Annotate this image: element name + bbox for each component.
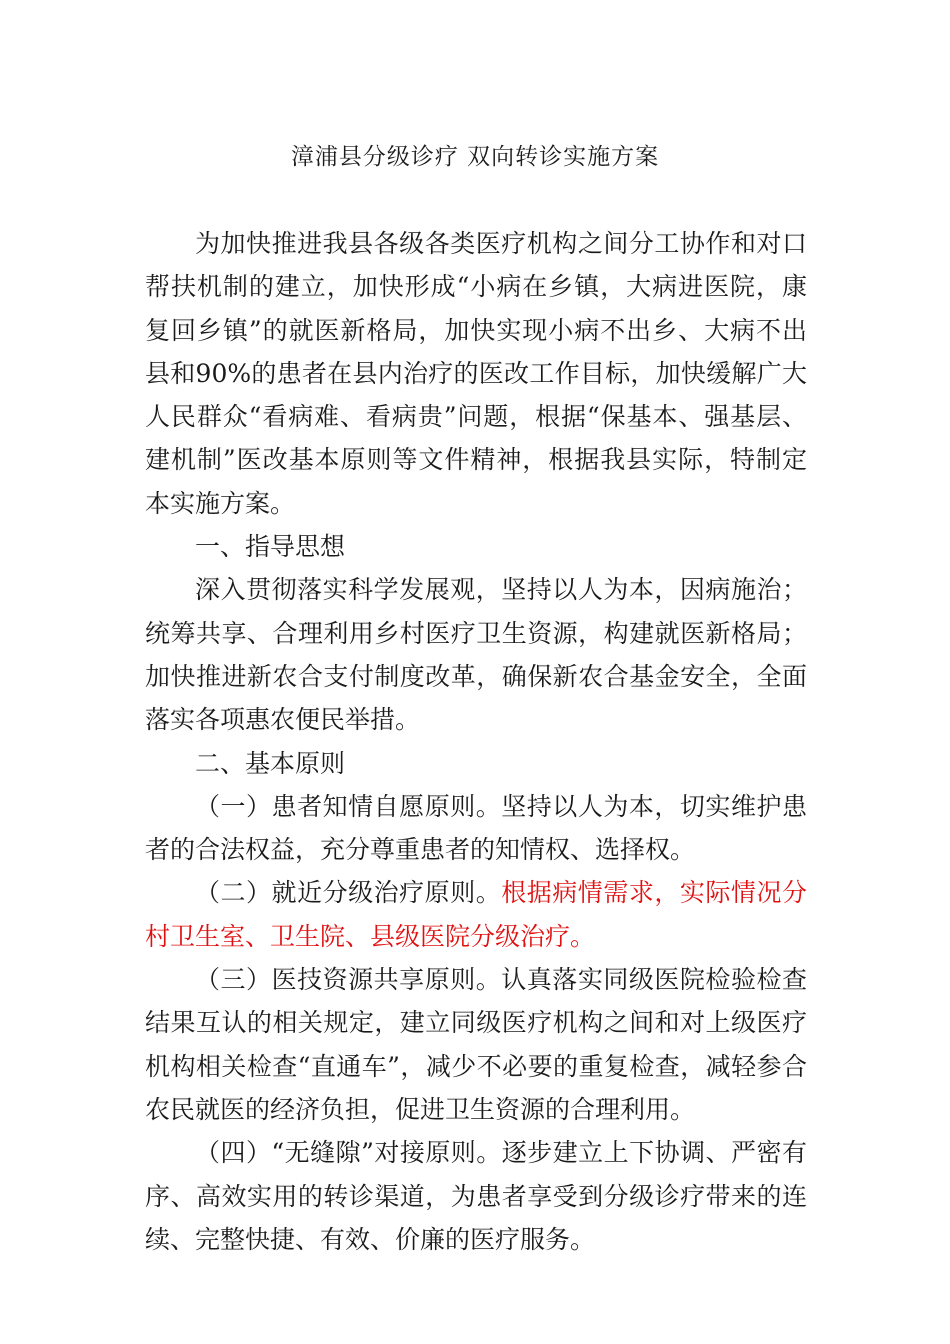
intro-paragraph: 为加快推进我县各级各类医疗机构之间分工协作和对口帮扶机制的建立，加快形成“小病在乡镇，大病进医院，康复回乡镇”的就医新格局，加快实现小病不出乡、大病不出县和90%的患者在县内治疗的医改工作目标，加快缓解广大人民群众“看病难、看病贵”问题，根据“保基本、强基层、建机制”医改基本原则等文件精神，根据我县实际，特制定本实施方案。	[145, 229, 807, 518]
document-body	[145, 222, 807, 1261]
guiding-ideology-paragraph: 深入贯彻落实科学发展观，坚持以人为本，因病施治；统筹共享、合理利用乡村医疗卫生资源，构建就医新格局；加快推进新农合支付制度改革，确保新农合基金安全，全面落实各项惠农便民举措。	[145, 575, 807, 735]
principle-nearby-tiered-treatment	[145, 871, 807, 958]
document-title: 漳浦县分级诊疗 双向转诊实施方案	[290, 144, 660, 170]
principle-informed-consent: （一）患者知情自愿原则。坚持以人为本，切实维护患者的合法权益，充分尊重患者的知情权、选择权。	[145, 791, 807, 865]
principle-nearby-highlight: 根据病情需求，实际情况分村卫生室、卫生院、县级医院分级治疗。	[145, 878, 807, 951]
principle-nearby-lead: （二）就近分级治疗原则。	[195, 878, 502, 908]
section-heading-basic-principles: 二、基本原则	[195, 748, 346, 778]
principle-resource-sharing: （三）医技资源共享原则。认真落实同级医院检验检查结果互认的相关规定，建立同级医疗机构之间和对上级医疗机构相关检查“直通车”，减少不必要的重复检查，减轻参合农民就医的经济负担，促进卫生资源的合理利用。	[145, 965, 807, 1124]
principle-seamless-connection: （四）“无缝隙”对接原则。逐步建立上下协调、严密有序、高效实用的转诊渠道，为患者享受到分级诊疗带来的连续、完整快捷、有效、价廉的医疗服务。	[145, 1138, 807, 1254]
section-heading-guiding-ideology: 一、指导思想	[195, 532, 346, 562]
